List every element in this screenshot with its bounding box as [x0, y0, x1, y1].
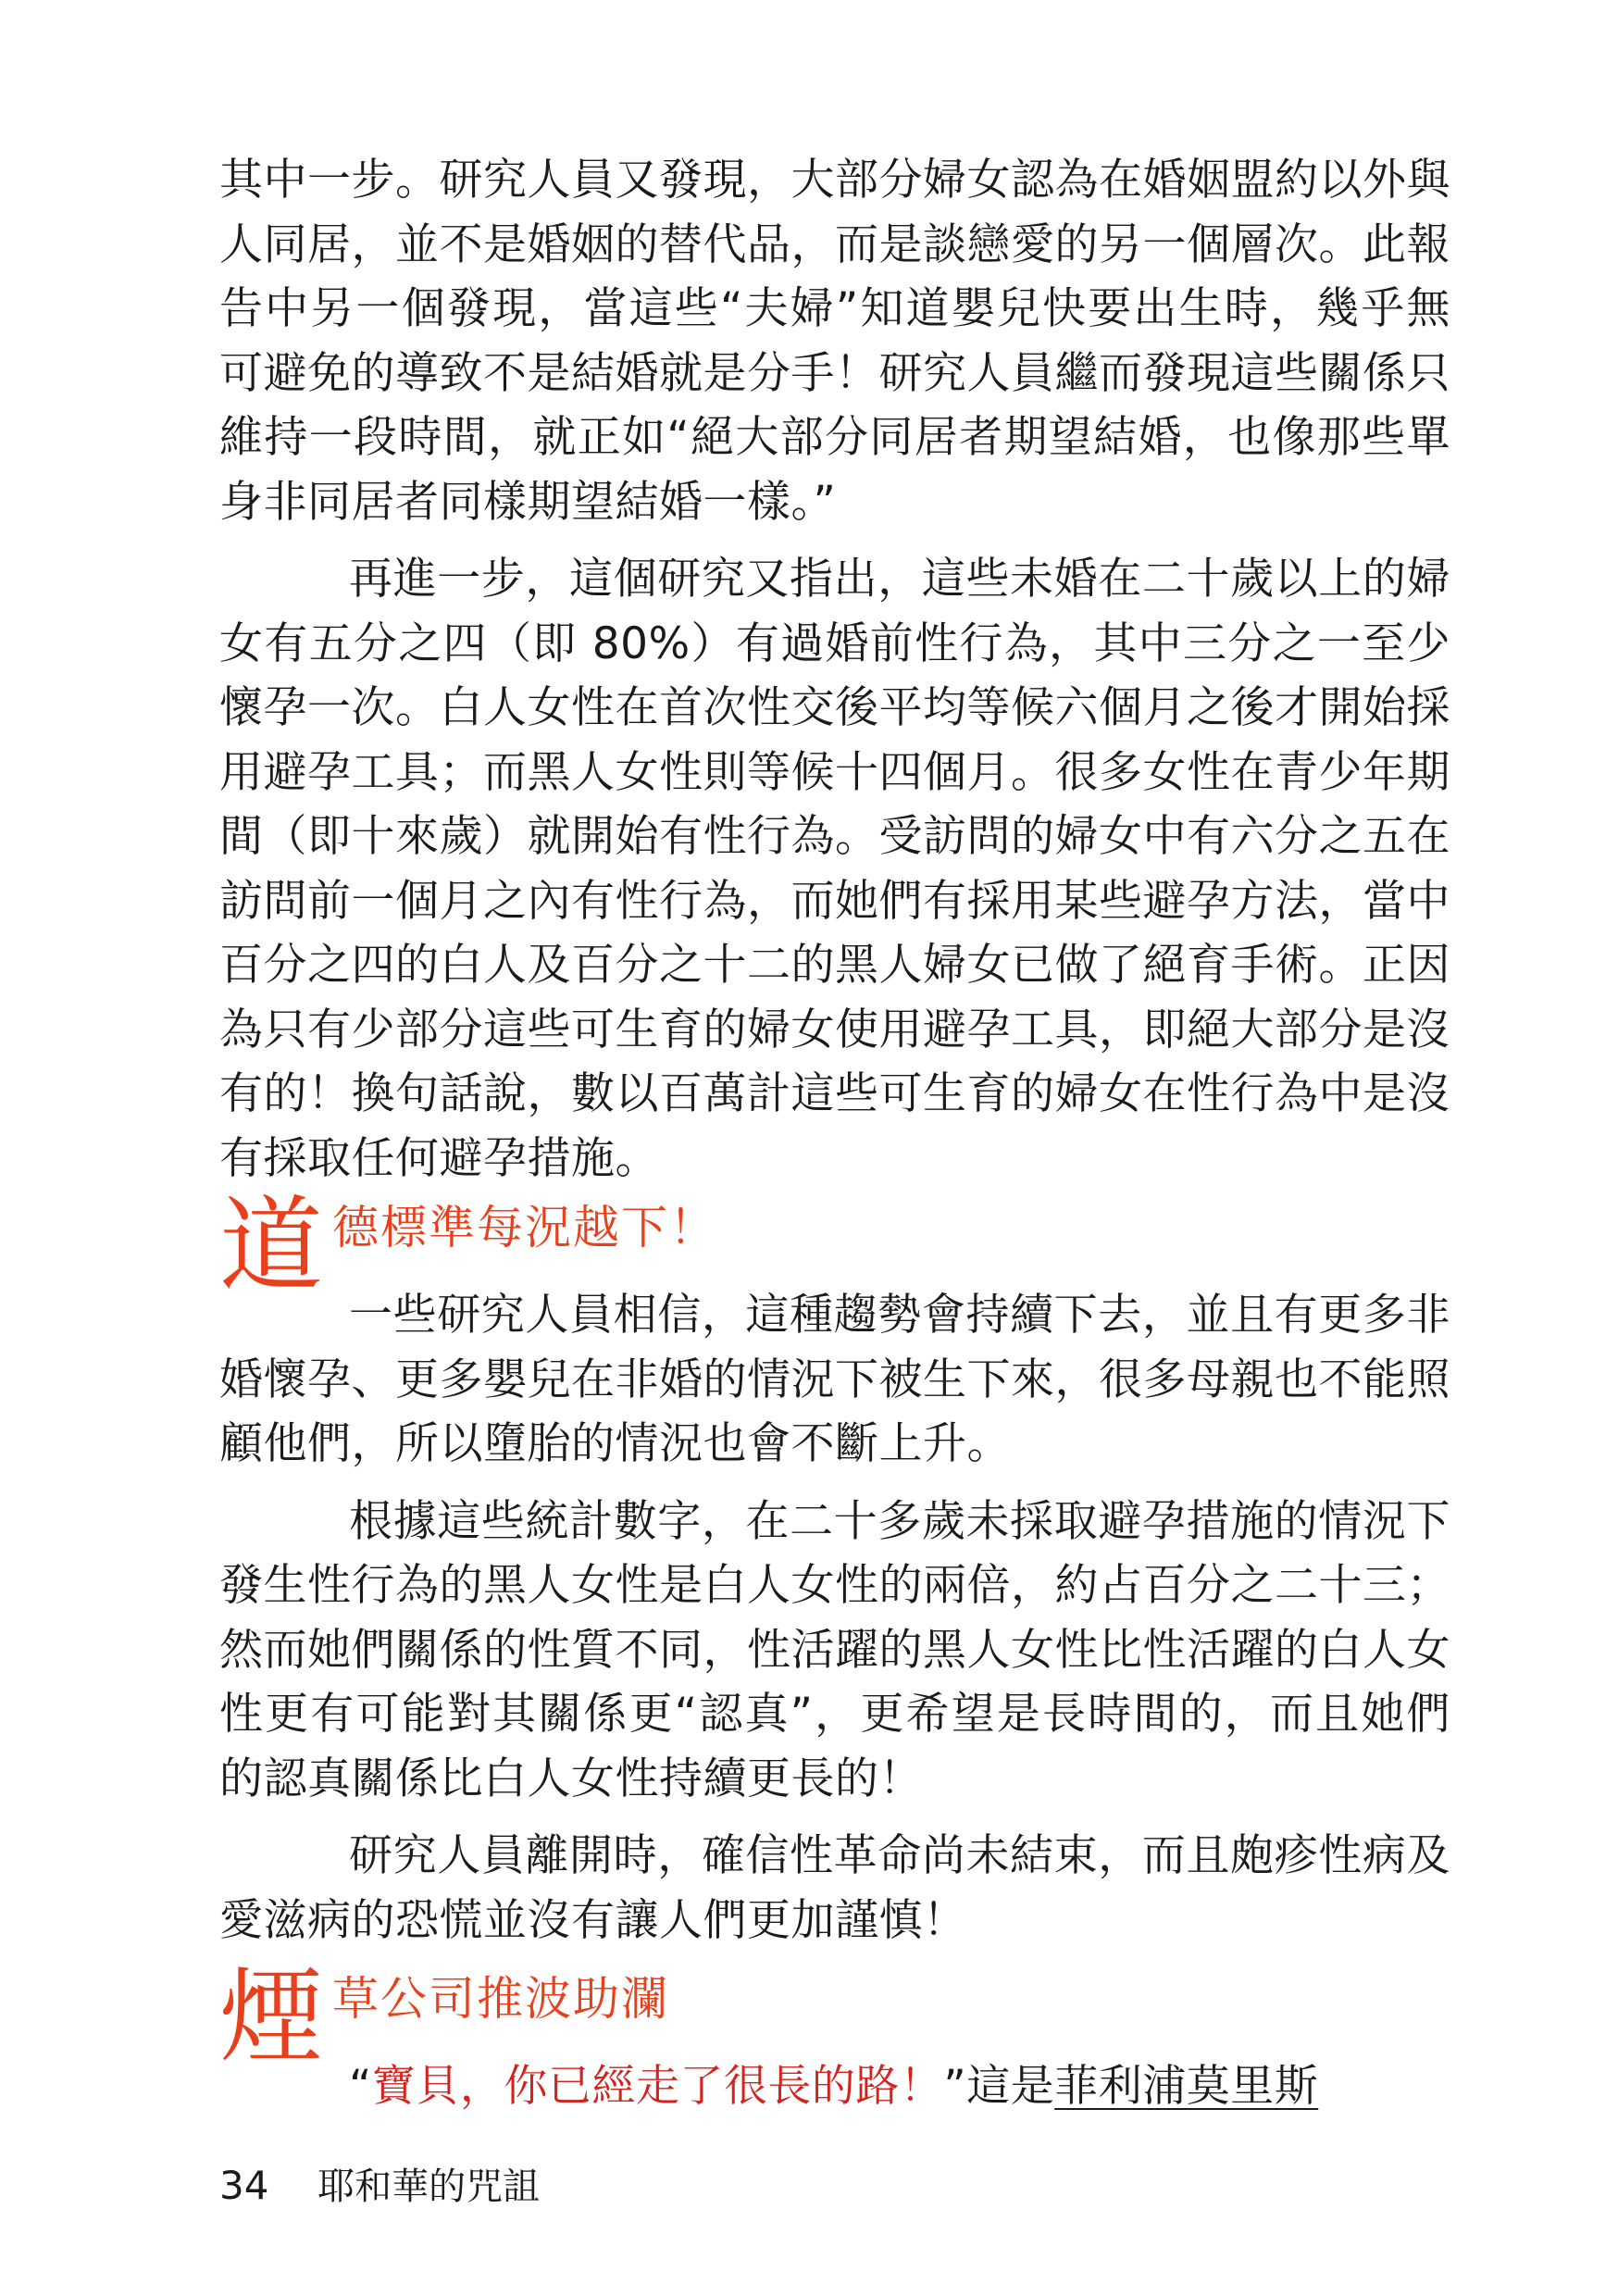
open-quote: “ [349, 2061, 372, 2112]
paragraph-1: 其中一步。研究人員又發現，大部分婦女認為在婚姻盟約以外與人同居，並不是婚姻的替代品，而是談戀愛的另一個層次。此報告中另一個發現，當這些“夫婦”知道嬰兒快要出生時，幾乎無可避免的導致不是結婚就是分手！研究人員繼而發現這些關係只維持一段時間，就正如“絕大部分同居者期望結婚，也像那些單身非同居者同樣期望結婚一樣。” [219, 155, 1450, 528]
paragraph-5: 研究人員離開時，確信性革命尚未結束，而且皰疹性病及愛滋病的恐慌並沒有讓人們更加謹慎！ [219, 1830, 1450, 1946]
paragraph-4: 根據這些統計數字，在二十多歲未採取避孕措施的情況下發生性行為的黑人女性是白人女性的兩倍，約占百分之二十三；然而她們關係的性質不同，性活躍的黑人女性比性活躍的白人女性更有可能對其關係更“認真”，更希望是長時間的，而且她們的認真關係比白人女性持續更長的！ [219, 1495, 1450, 1804]
page-footer [219, 2157, 540, 2210]
page-body [219, 148, 1450, 2119]
page-number: 34 [219, 2163, 269, 2208]
heading-text-tobacco: 草公司推波助瀾 [332, 1972, 669, 2026]
section-heading-tobacco [219, 1957, 1450, 2078]
company-name: 菲利浦莫里斯 [1054, 2061, 1319, 2112]
drop-cap-tobacco: 煙 [219, 1957, 323, 2078]
paragraph-3: 一些研究人員相信，這種趨勢會持續下去，並且有更多非婚懷孕、更多嬰兒在非婚的情況下被生下來，很多母親也不能照顧他們，所以墮胎的情況也會不斷上升。 [219, 1290, 1450, 1469]
drop-cap-morals: 道 [219, 1186, 323, 1306]
close-quote: ”這是 [943, 2061, 1055, 2112]
heading-text-morals: 德標準每況越下！ [332, 1201, 717, 1254]
paragraph-2: 再進一步，這個研究又指出，這些未婚在二十歲以上的婦女有五分之四（即 80%）有過婚前性行為，其中三分之一至少懷孕一次。白人女性在首次性交後平均等候六個月之後才開始採用避孕工具；而黑人女性則等候十四個月。很多女性在青少年期間（即十來歲）就開始有性行為。受訪問的婦女中有六分之五在訪問前一個月之內有性行為，而她們有採用某些避孕方法，當中百分之四的白人及百分之十二的黑人婦女已做了絕育手術。正因為只有少部分這些可生育的婦女使用避孕工具，即絕大部分是沒有的！換句話說，數以百萬計這些可生育的婦女在性行為中是沒有採取任何避孕措施。 [219, 554, 1450, 1184]
section-heading-morals [219, 1186, 1450, 1306]
slogan-quote: 寶貝，你已經走了很長的路！ [371, 2061, 944, 2112]
book-title: 耶和華的咒詛 [317, 2165, 541, 2208]
paragraph-6 [219, 2054, 1450, 2119]
